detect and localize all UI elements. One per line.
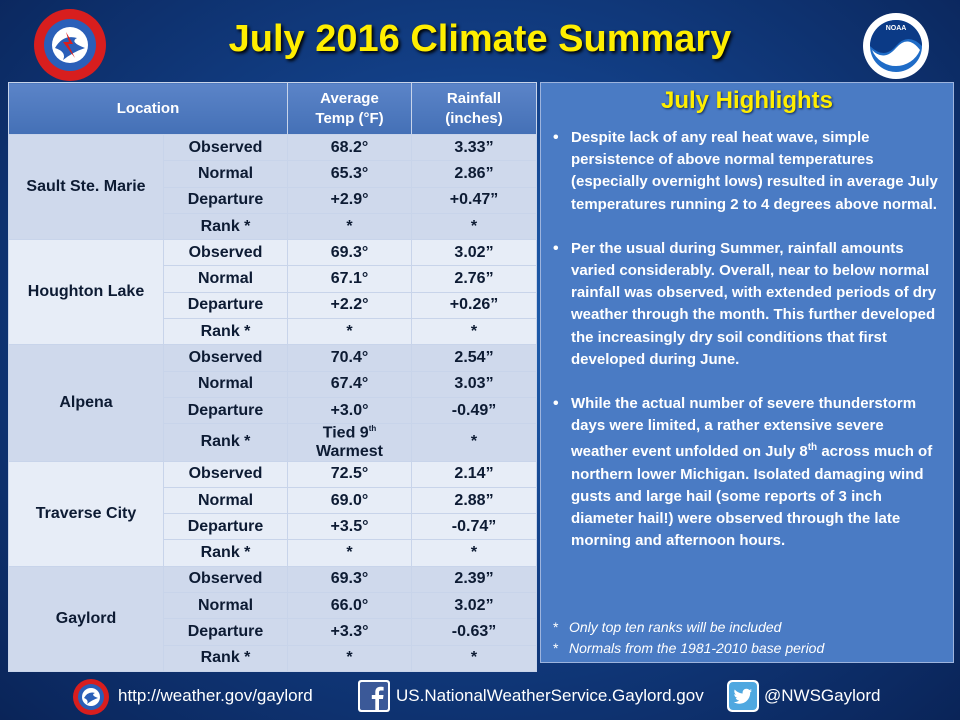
facebook-icon[interactable]	[358, 680, 390, 712]
rain-value: -0.63”	[412, 619, 537, 645]
rain-value: 2.76”	[412, 266, 537, 292]
highlights-panel	[540, 82, 954, 663]
row-label: Normal	[164, 487, 288, 513]
rank-note: Tied 9th Warmest	[288, 424, 412, 461]
noaa-logo	[862, 12, 930, 80]
rain-value: *	[412, 424, 537, 461]
table-row	[9, 345, 537, 371]
rain-value: 3.33”	[412, 135, 537, 161]
website-link[interactable]: http://weather.gov/gaylord	[118, 686, 313, 705]
row-label: Departure	[164, 187, 288, 213]
rain-value: +0.26”	[412, 292, 537, 318]
temp-value: +2.2°	[288, 292, 412, 318]
row-label: Departure	[164, 397, 288, 423]
climate-table	[8, 82, 537, 672]
twitter-link[interactable]: @NWSGaylord	[764, 686, 881, 705]
footnotes	[551, 617, 824, 659]
temp-value: 65.3°	[288, 161, 412, 187]
list-item: • Per the usual during Summer, rainfall amounts varied considerably. Overall, near to below normal rainfall was observed, with extended periods of dry weather through the month. This further developed the increasingly dry soil conditions that first developed during June.	[551, 238, 939, 371]
temp-value: +3.0°	[288, 397, 412, 423]
temp-value: *	[288, 645, 412, 671]
row-label: Observed	[164, 566, 288, 592]
rain-value: 2.88”	[412, 487, 537, 513]
rain-value: *	[412, 319, 537, 345]
row-label: Observed	[164, 461, 288, 487]
footnote: * Normals from the 1981-2010 base period	[551, 638, 824, 659]
temp-value: +2.9°	[288, 187, 412, 213]
list-item: • Despite lack of any real heat wave, simple persistence of above normal temperatures (especially overnight lows) resulted in average July temperatures running 2 to 4 degrees above normal.	[551, 127, 939, 216]
row-label: Rank *	[164, 540, 288, 566]
temp-value: 72.5°	[288, 461, 412, 487]
temp-value: *	[288, 540, 412, 566]
temp-value: 67.4°	[288, 371, 412, 397]
row-label: Rank *	[164, 424, 288, 461]
temp-value: 69.0°	[288, 487, 412, 513]
highlights-title: July Highlights	[660, 87, 833, 114]
temp-value: 69.3°	[288, 240, 412, 266]
row-label: Rank *	[164, 213, 288, 239]
facebook-link[interactable]: US.NationalWeatherService.Gaylord.gov	[396, 686, 704, 705]
rain-value: *	[412, 540, 537, 566]
row-label: Departure	[164, 619, 288, 645]
temp-value: 70.4°	[288, 345, 412, 371]
row-label: Normal	[164, 371, 288, 397]
location-name: Gaylord	[9, 566, 164, 671]
row-label: Normal	[164, 266, 288, 292]
location-header: Location	[9, 83, 288, 135]
row-label: Observed	[164, 135, 288, 161]
rain-value: 2.14”	[412, 461, 537, 487]
rain-value: 3.02”	[412, 240, 537, 266]
rain-value: 2.86”	[412, 161, 537, 187]
page-title: July 2016 Climate Summary	[228, 18, 732, 60]
table-row	[9, 240, 537, 266]
temp-value: 66.0°	[288, 593, 412, 619]
rain-value: 3.03”	[412, 371, 537, 397]
temp-value: +3.3°	[288, 619, 412, 645]
temp-value: *	[288, 213, 412, 239]
temp-value: *	[288, 319, 412, 345]
rain-value: 2.54”	[412, 345, 537, 371]
nws-small-logo-icon	[72, 678, 110, 716]
location-name: Traverse City	[9, 461, 164, 566]
twitter-icon[interactable]	[727, 680, 759, 712]
rain-value: 2.39”	[412, 566, 537, 592]
rain-value: *	[412, 213, 537, 239]
rain-value: +0.47”	[412, 187, 537, 213]
location-name: Houghton Lake	[9, 240, 164, 345]
temp-header: Average Temp (°F)	[288, 83, 412, 135]
location-name: Alpena	[9, 345, 164, 461]
location-name: Sault Ste. Marie	[9, 135, 164, 240]
row-label: Observed	[164, 345, 288, 371]
row-label: Departure	[164, 292, 288, 318]
temp-value: +3.5°	[288, 514, 412, 540]
table-header-row	[9, 83, 537, 135]
list-item: • While the actual number of severe thunderstorm days were limited, a rather extensive severe weather event unfolded on July 8th across much of northern lower Michigan. Isolated damaging wind gusts and large hail (some reports of 3 inch diameter hail!) were observed through the late morning and afternoon hours.	[551, 393, 939, 552]
row-label: Departure	[164, 514, 288, 540]
rain-value: -0.74”	[412, 514, 537, 540]
footnote: * Only top ten ranks will be included	[551, 617, 824, 638]
row-label: Rank *	[164, 645, 288, 671]
footer	[0, 676, 960, 716]
row-label: Rank *	[164, 319, 288, 345]
highlights-list	[541, 127, 953, 552]
noaa-logo-text: NOAA	[885, 25, 907, 32]
row-label: Observed	[164, 240, 288, 266]
temp-value: 68.2°	[288, 135, 412, 161]
table-row	[9, 566, 537, 592]
table-row	[9, 461, 537, 487]
row-label: Normal	[164, 593, 288, 619]
rain-value: 3.02”	[412, 593, 537, 619]
rain-value: *	[412, 645, 537, 671]
table-row	[9, 135, 537, 161]
rainfall-header: Rainfall (inches)	[412, 83, 537, 135]
row-label: Normal	[164, 161, 288, 187]
temp-value: 67.1°	[288, 266, 412, 292]
temp-value: 69.3°	[288, 566, 412, 592]
rain-value: -0.49”	[412, 397, 537, 423]
